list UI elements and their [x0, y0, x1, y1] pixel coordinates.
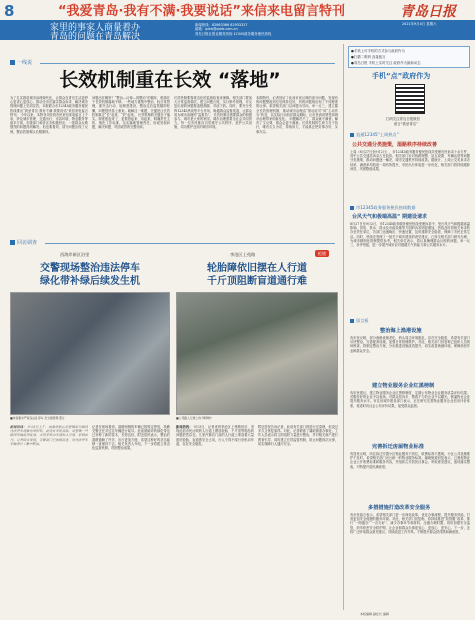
section-tag: 一线说: [10, 60, 32, 67]
section-tag-2: 回访调查: [10, 240, 37, 247]
story2-headline-line-1: 轮胎障依旧摆在人行道: [207, 263, 307, 274]
qr-code-icon[interactable]: [395, 84, 425, 114]
story1-headline-line-1: 交警现场整治违法停车: [40, 263, 140, 274]
sidebar-link-2[interactable]: ●扫描二维码 直接留言: [351, 55, 386, 59]
rank-tag: 市12345政务服务便民热线数据: [350, 205, 415, 211]
story1-photo: [10, 292, 170, 415]
hotline-email: 邮箱：qdrb@qdrb.com.cn: [195, 27, 238, 32]
story2-headline-line-2: 千斤顶阻断盲道通行难: [207, 276, 307, 287]
message-1-title: 整治海上渔港设施: [380, 328, 422, 334]
newspaper-logo: 青岛日报: [400, 4, 456, 20]
message-3-body: 有居民反映，所住拆迁安置小区物业服务不到位，收费标准不透明，小区公共设施维护不及时，希望相关部门出台统一的物业服务标准。属地街道回复表示，已督促物业企业公开收费标准和服务内容，并组织召开居民议事会，听取意见建议，逐项落实整改，不断提升居民满意度。: [350, 452, 470, 469]
direct-12345-body: 上周（8月27日至9月2日），市12345政务服务便民热线共受理市民诉求十余万件，其中公共交通类诉求占比较高。相关部门针对线路调整、站点设置、车辆运营等问题分类施策，推动问题逐一解决，城市交通秩序持续改善。据统计，上周公交类诉求办结率、满意率均较前一周有所提升，市民出行体验进一步优化，相关部门将持续跟踪问效，巩固整改成果。: [350, 150, 470, 171]
message-2-body: 有市民建议，建立物业服务企业红黑榜制度，定期公布物业企业服务质量评价结果，对服务好的企业予以表扬，对群众投诉多、整改不力的企业予以曝光，倒逼物业企业提升服务水平。市住房城乡建设部门表示，正在研究完善物业服务企业信用评价体系，将适时向社会公布评价结果，接受群众监督。: [350, 391, 470, 408]
story2-badge: 抢镜: [315, 250, 329, 257]
story1-body-col-1: 新闻热线： 9月3日上午，西海岸新区泊里镇部分路段违法停车现象有所好转。此前有市民反映，泊里镇一些路段车辆乱停乱放，占用非机动车道和人行道，影响出行。记者回访发现，交警部门已加强巡查，对违法停车车辆进行了集中整治。: [10, 425, 88, 446]
story2-headline: [176, 262, 338, 288]
hotline-phone: 新闻热线：82863366 82933327: [195, 23, 248, 27]
message-4-title: 多措措施打造改革安全服务: [368, 505, 431, 511]
divider: [40, 63, 335, 64]
direct-12345-title: 公共交通分类施策，湿路秩序持续改善: [352, 142, 438, 148]
story1-lead: 新闻热线：: [10, 425, 27, 429]
column-divider: [343, 44, 344, 610]
page-slogan: “我爱青岛·我有不满·我要说话”来信来电留言特刊: [58, 4, 345, 19]
story2-lead: 新闻热线：: [176, 425, 193, 429]
main-body-col-3: 长效机制要靠常态化的监督检查来保障。相关部门要加大日常巡查频次，建立问题台账，实行销号管理，对反复出现的问题要追根溯源、对症下药。同时，要充分发挥12345热线等平台作用，畅通群众监督渠道，让群众成为城市治理的“监督员”。 长效机制还需要群众的积极参与。城市是大家的家园，城市治理需要全社会共同努力。每一位市民都应自觉遵守公共秩序，爱护公共设施，共同维护良好的城市环境。: [174, 96, 252, 130]
main-body-col-4: 本期特刊，记者回访了此前市民反映的部分问题，发现有的问题整改到位后保持良好，有的问题则出现了不同程度的反弹。希望相关部门以问题为导向，举一反三，建立健全长效管理机制，推动城市治理由“被动应对”向“主动作为”转变，以实际行动回应群众期盼，让市民真切感受到城市治理带来的新变化。 问题解决不了，群众就不满意；解决了又反弹，群众会更不满意。长效机制的生命力在于执行，唯有久久为功、持续用力，才能真正把好事办好、实事办实。: [256, 96, 338, 134]
qr-hint-2: 留言“我爱青岛”: [394, 122, 418, 126]
rank-title: 台风天气和极端高温“ 期建设请求: [352, 214, 428, 220]
header-subtitle-2: 青岛的问题在青岛解决: [50, 32, 141, 42]
story2-kicker: 李沧区上苑路: [230, 252, 256, 257]
hotline-service: 青岛日报社报业服务热线·12345政务服务便民热线: [195, 31, 272, 36]
story2-body-col-1: 新闻热线： 9月3日，记者来到李沧区上苑路回访，发现此前市民反映的人行道上摆放轮胎、千斤顶等物品的问题依然存在。几家汽修店门前的人行道上堆放着大量废旧轮胎，盲道被完全占用，行人不得不绕行至机动车道，存在安全隐患。: [176, 425, 254, 446]
message-3-title: 完善拆迁房屋物业标准: [372, 444, 424, 450]
header-hotline: [195, 23, 271, 36]
message-2-title: 建立物业服务企业红黑榜制: [372, 383, 435, 389]
qr-hint: 扫码关注青岛日报微信: [386, 117, 420, 121]
message-1-body: 有市民反映，部分渔港设施老化，码头周边环境脏乱，存在安全隐患，希望有关部门尽快整治，完善配套设施，加强日常管理维护。对此，相关部门回复称已组织人员现场核查，将制定整治方案，分步推进设施改造提升，切实改善渔港环境，保障渔民作业和群众安全。: [350, 336, 470, 353]
divider-2: [45, 243, 335, 244]
story2-photo: [176, 292, 338, 415]
main-headline: 长效机制重在长效 “落地”: [59, 69, 281, 91]
header-subtitle-1: 家里的事家人商量着办: [50, 23, 141, 33]
message-4-body: 有市民留言表示，希望相关部门进一步深化改革，优化办事流程，提升服务效能，打造更加安全便捷的服务环境。对此，相关部门回复称，将持续推进“放管服”改革，推行“一网通办”“一次办好”，减少办事环节和材料，压缩办理时限，同时加强安全监管，织牢织密安全防护网，让企业和群众办事更省心、更放心、更安心。下一步，还将广泛听取群众意见建议，持续改进工作作风，不断提升群众获得感和满意度。: [350, 513, 470, 534]
story2-body-col-2: 附近居民告诉记者，此前有关部门曾进行过清理，但没过多久又恢复原样。对此，记者联系了属地街道办事处，工作人员表示将立即组织力量进行整治，并对相关商户进行教育引导，同时建立长效监管机制，防止问题再次反弹，切实保障行人通行安全。: [258, 425, 338, 446]
qr-section-title: 手机“点”政府作为: [372, 72, 431, 80]
story2-caption: ■上苑路人行道上的“障碍物”: [176, 416, 213, 420]
sidebar-link-1[interactable]: ●手机上可手机的方式参与政府作为: [351, 49, 405, 53]
main-body-col-1: 为了扎实推进城市治理现代化，让群众在青岛生活更舒心更省心更放心，推动全市在落实群众诉求、解决城市管理问题上见到实效，本报联合市12345政务服务便民热线推出“我爱青岛·我有不满·我要说话”来信来电留言特刊。 今年以来，本特刊共收到市民来信来电留言上千条，涉及城市管理、交通出行、市容环境、物业服务等诸多方面，市级部门和各区市积极回应，一批群众反映强烈的问题得到解决。但也要看到，部分问题出现了反弹，整治效果难以长期保持。: [10, 96, 88, 134]
page-number: 8: [4, 2, 15, 20]
story1-body-col-2: 记者在现场看到，道路两侧的车辆已按规定停放，执勤交警正在对过往车辆进行疏导。此前被破坏的绿化带也已补种了新的苗木，长势良好。附近居民表示，整治后道路通畅了许多，出行更加方便，希望这种好的状态能够一直保持下去。相关负责人介绍，下一步将建立常态化巡查机制，巩固整治成果。: [92, 425, 170, 451]
story1-headline: [10, 262, 170, 288]
rank-body: 8月27日至9月2日，市12345政务服务便民热线受理诉求中，受台风天气和极端高温影响，供电、供水、排水及市政设施等方面的诉求明显增加。热线及时将相关诉求转办至责任单位，各部门迅速响应、快速处置，及时排除安全隐患，保障了市民正常生活。同时，热线还受理了一批关于城市建设的意见建议，已转交相关部门研究办理，为城市精细化管理提供参考。相关单位表示，将认真梳理群众反映的问题，举一反三，补齐短板，进一步提升城市应对极端天气的能力和公共服务水平。: [350, 222, 470, 248]
story1-headline-line-2: 绿化带补绿后续发生机: [40, 276, 140, 287]
issue-date: 2021年9月4日 星期六: [402, 22, 437, 26]
sidebar-link-3[interactable]: ●青岛日报 手机上实时关注 政府作为最新动态: [351, 61, 421, 65]
message-board-tag: 留言板: [350, 318, 369, 324]
story1-caption: ■市南要求严查违法乱停车 及交通管理 照片: [10, 416, 65, 420]
page-footer: 本版编辑 副社长 编辑: [360, 612, 389, 616]
direct-12345-tag: 直通12345“上周热点”: [350, 132, 399, 138]
story1-kicker: 西海岸新区泊里: [60, 252, 90, 257]
main-body-col-2: 问题出在哪里？“整治—反弹—再整治”的循环，根源在于长效机制落地不够。一些地方重集中整治、轻日常管理，重突击行动、轻制度建设，整治过后监管随即松懈，问题很快卷土重来。破解这一难题，关键是让长效机制真正“长”起来、“效”起来。 长效机制的关键在于落实。制度建起来了，更要管起来、用起来，明确责任主体，细化工作标准，压实属地管理责任，形成发现问题、解决问题、巩固成效的完整闭环。: [92, 96, 170, 130]
